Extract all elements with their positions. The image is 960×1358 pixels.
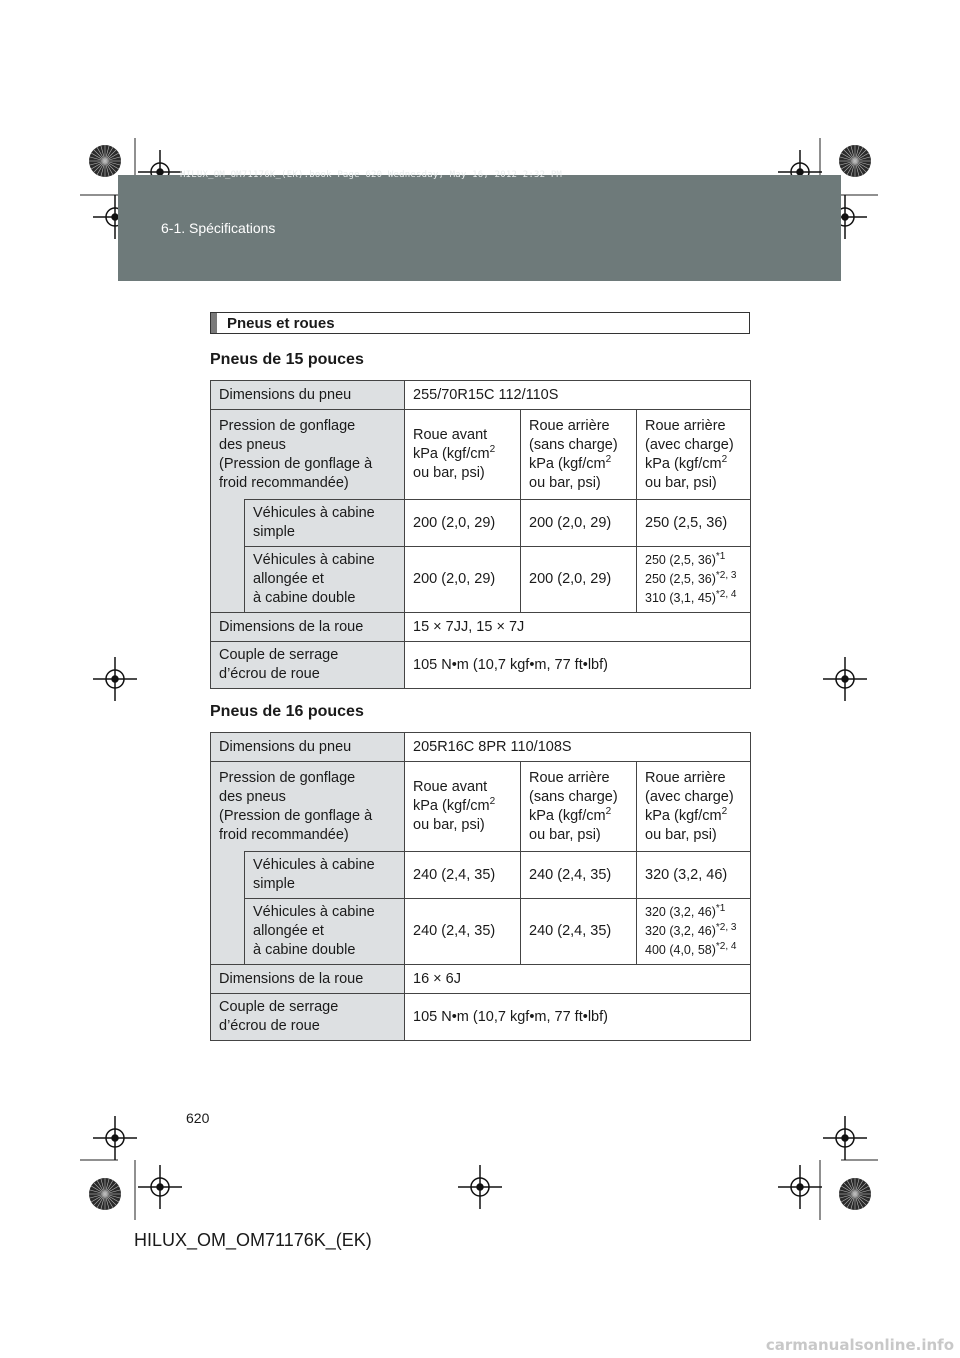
wheel-size-label: Dimensions de la roue <box>211 965 405 994</box>
single-rear-unladen: 240 (2,4, 35) <box>521 852 637 899</box>
indent-cell <box>211 500 245 547</box>
single-front: 200 (2,0, 29) <box>405 500 521 547</box>
extended-rear-laden: 250 (2,5, 36)$^{*1}$ 250 (2,5, 36)$^{*2, 3}$ 310 (3,1, 45)$^{*2, 4}$ <box>637 547 751 613</box>
col-rear-unladen-header: Roue arrière (sans charge) kPa ($kgf/cm^2$ ou bar, psi) <box>521 410 637 500</box>
tire-size-value: 205R16C 8PR 110/108S <box>405 733 751 762</box>
row-single-cab-label: Véhicules à cabine simple <box>245 500 405 547</box>
wheel-size-label: Dimensions de la roue <box>211 613 405 642</box>
extended-rear-unladen: 240 (2,4, 35) <box>521 899 637 965</box>
col-rear-laden-header: Roue arrière (avec charge) kPa ($kgf/cm^2$ ou bar, psi) <box>637 762 751 852</box>
page-number: 620 <box>186 1110 210 1126</box>
wheel-size-value: 16 × 6J <box>405 965 751 994</box>
section-title-bar <box>210 312 750 334</box>
indent-cell <box>211 852 245 899</box>
pressure-label: Pression de gonflage des pneus (Pression de gonflage à froid recommandée) <box>211 410 405 500</box>
wheel-size-value: 15 × 7JJ, 15 × 7J <box>405 613 751 642</box>
col-rear-unladen-header: Roue arrière (sans charge) kPa ($kgf/cm^2$ ou bar, psi) <box>521 762 637 852</box>
torque-value: 105 N•m (10,7 kgf•m, 77 ft•lbf) <box>405 994 751 1041</box>
extended-front: 200 (2,0, 29) <box>405 547 521 613</box>
extended-rear-unladen: 200 (2,0, 29) <box>521 547 637 613</box>
single-rear-laden: 250 (2,5, 36) <box>637 500 751 547</box>
row-extended-cab-label: Véhicules à cabine allongée et à cabine double <box>245 899 405 965</box>
col-front-header: Roue avant kPa ($kgf/cm^2$ ou bar, psi) <box>405 762 521 852</box>
single-rear-unladen: 200 (2,0, 29) <box>521 500 637 547</box>
col-front-header: Roue avant kPa ($kgf/cm^2$ ou bar, psi) <box>405 410 521 500</box>
tire-size-label: Dimensions du pneu <box>211 733 405 762</box>
indent-cell <box>211 547 245 613</box>
section-tab-marker <box>211 313 217 333</box>
tire-size-label: Dimensions du pneu <box>211 381 405 410</box>
torque-label: Couple de serrage d’écrou de roue <box>211 994 405 1041</box>
section-breadcrumb: 6-1. Spécifications <box>161 220 276 236</box>
single-rear-laden: 320 (3,2, 46) <box>637 852 751 899</box>
subtitle-15in: Pneus de 15 pouces <box>210 351 364 368</box>
torque-label: Couple de serrage d’écrou de roue <box>211 642 405 689</box>
footer-doc-code: HILUX_OM_OM71176K_(EK) <box>134 1230 372 1250</box>
spec-table-15in <box>210 380 751 689</box>
torque-value: 105 N•m (10,7 kgf•m, 77 ft•lbf) <box>405 642 751 689</box>
spec-table-16in <box>210 732 751 1041</box>
extended-rear-laden: 320 (3,2, 46)$^{*1}$ 320 (3,2, 46)$^{*2, 3}$ 400 (4,0, 58)$^{*2, 4}$ <box>637 899 751 965</box>
watermark: carmanualsonline.info <box>765 1336 954 1354</box>
tire-size-value: 255/70R15C 112/110S <box>405 381 751 410</box>
section-title: Pneus et roues <box>227 315 335 332</box>
extended-front: 240 (2,4, 35) <box>405 899 521 965</box>
col-rear-laden-header: Roue arrière (avec charge) kPa ($kgf/cm^2$ ou bar, psi) <box>637 410 751 500</box>
single-front: 240 (2,4, 35) <box>405 852 521 899</box>
subtitle-16in: Pneus de 16 pouces <box>210 703 364 720</box>
pressure-label: Pression de gonflage des pneus (Pression de gonflage à froid recommandée) <box>211 762 405 852</box>
row-extended-cab-label: Véhicules à cabine allongée et à cabine double <box>245 547 405 613</box>
indent-cell <box>211 899 245 965</box>
book-meta: HILUX_OM_OM71176K_(EK).book Page 620 Wednesday, May 16, 2012 2:32 PM <box>180 170 563 180</box>
row-single-cab-label: Véhicules à cabine simple <box>245 852 405 899</box>
